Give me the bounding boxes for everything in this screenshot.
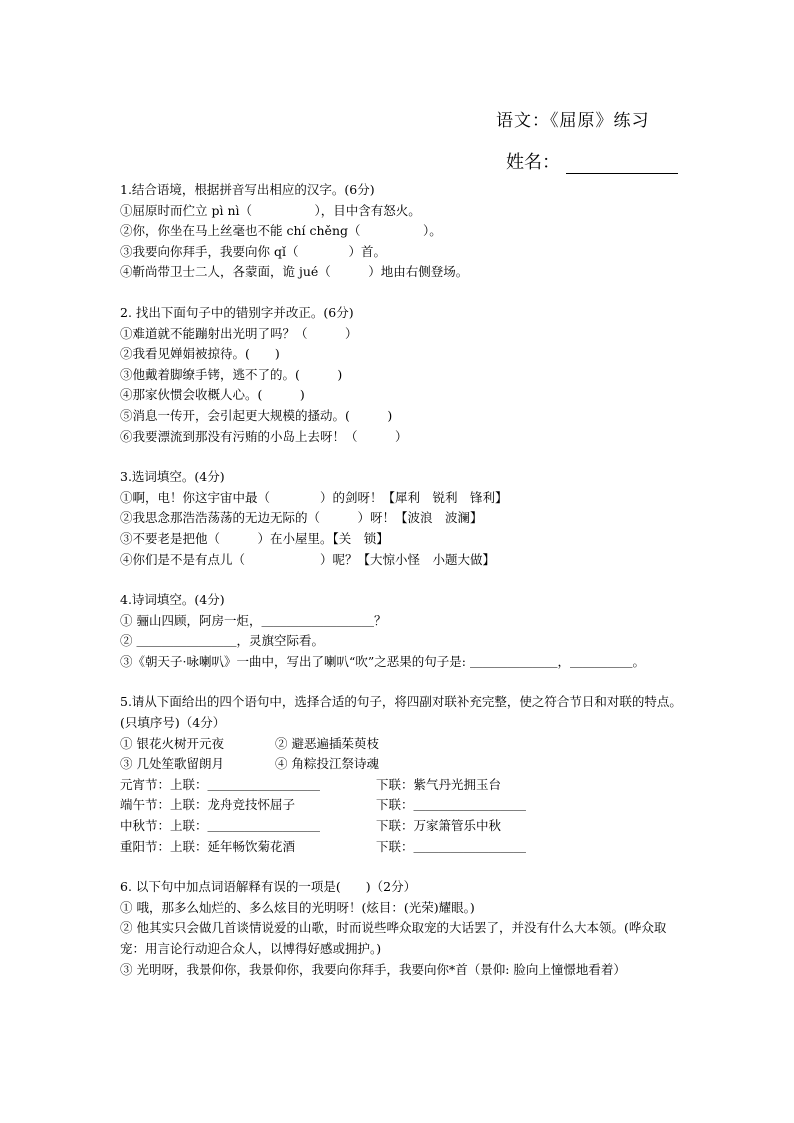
couplet-upper: 中秋节：上联：＿＿＿＿＿＿＿＿＿ (120, 818, 321, 834)
question-4 (120, 590, 690, 672)
name-field[interactable] (506, 148, 678, 174)
question-item: ② ＿＿＿＿＿＿＿＿，灵旗空际看。 (120, 633, 324, 649)
question-list (120, 180, 690, 980)
question-item: ⑤消息一传开，会引起更大规模的搔动。( ) (120, 407, 393, 423)
question-3 (120, 467, 690, 570)
option-list (120, 734, 690, 775)
question-heading: 2. 找出下面句子中的错别字并改正。(6分) (120, 304, 354, 320)
question-5 (120, 692, 690, 857)
option-item: ① 银花火树开元夜 (120, 735, 224, 751)
option-item: ③ 几处笙歌留朗月 (120, 756, 224, 772)
question-item: ①难道就不能蹦射出光明了吗？（ ） (120, 325, 358, 341)
couplet-lower: 下联：＿＿＿＿＿＿＿＿＿ (376, 797, 527, 813)
question-item: ①啊，电！你这宇宙中最（ ）的剑呀！【犀利 锐利 锋利】 (120, 489, 508, 505)
question-item: ③他戴着脚缭手铐，逃不了的。( ) (120, 366, 343, 382)
question-item: ①屈原时而伫立 pì nì（ ），目中含有怒火。 (120, 202, 421, 218)
question-2 (120, 303, 690, 447)
question-item: ① 骊山四顾，阿房一炬，＿＿＿＿＿＿＿＿＿？ (120, 612, 387, 628)
name-blank[interactable] (566, 155, 678, 174)
question-item: ① 哦，那多么灿烂的、多么炫目的光明呀！(炫目：(光荣)耀眼。) (120, 899, 475, 915)
document-title: 语文：《屈原》练习 (496, 111, 650, 131)
question-heading: 3.选词填空。(4分) (120, 469, 225, 485)
couplet-upper: 元宵节：上联：＿＿＿＿＿＿＿＿＿ (120, 776, 321, 792)
couplet-table (120, 775, 690, 857)
question-item: ②你，你坐在马上丝毫也不能 chí chěng（ ）。 (120, 223, 442, 239)
question-item: ③ 光明呀，我景仰你，我景仰你，我要向你拜手，我要向你*首（景仰: 脸向上憧憬地看着） (120, 961, 626, 977)
question-6 (120, 877, 690, 980)
name-label: 姓名： (506, 152, 560, 173)
question-item: ④你们是不是有点儿（ ）呢？【大惊小怪 小题大做】 (120, 551, 496, 567)
question-item: ③我要向你拜手，我要向你 qǐ（ ）首。 (120, 243, 386, 259)
option-item: ② 避恶遍插茱萸枝 (275, 735, 379, 751)
couplet-lower: 下联：紫气丹光拥玉台 (376, 776, 502, 792)
question-heading: 5.请从下面给出的四个语句中，选择合适的句子，将四副对联补充完整，使之符合节日和对联的特点。(只填序号)（4分） (120, 694, 682, 731)
question-item: ⑥我要漂流到那没有污贿的小岛上去呀！（ ） (120, 428, 408, 444)
question-item: ③《朝天子·咏喇叭》一曲中，写出了喇叭“吹”之恶果的句子是: ＿＿＿＿＿＿＿，＿＿＿＿＿。 (120, 653, 645, 669)
option-item: ④ 角粽投江祭诗魂 (275, 756, 379, 772)
question-heading: 6. 以下句中加点词语解释有误的一项是( )（2分） (120, 879, 417, 895)
couplet-upper: 端午节：上联：龙舟竞技怀屈子 (120, 797, 296, 813)
couplet-lower: 下联：万家箫管乐中秋 (376, 818, 502, 834)
question-heading: 1.结合语境，根据拼音写出相应的汉字。(6分) (120, 182, 375, 197)
question-item: ④那家伙惯会收概人心。( ) (120, 387, 305, 403)
question-1 (120, 180, 690, 283)
couplet-lower: 下联：＿＿＿＿＿＿＿＿＿ (376, 838, 527, 854)
question-heading: 4.诗词填空。(4分) (120, 592, 225, 608)
couplet-upper: 重阳节：上联：延年畅饮菊花酒 (120, 838, 296, 854)
question-item: ②我看见婵娟被掠待。( ) (120, 346, 280, 362)
question-item: ④靳尚带卫士二人，各蒙面，诡 jué（ ）地由右侧登场。 (120, 264, 469, 280)
question-item: ②我思念那浩浩荡荡的无边无际的（ ）呀！【波浪 波澜】 (120, 510, 483, 526)
question-item: ② 他其实只会做几首谈情说爱的山歌，时而说些哗众取宠的大话罢了，并没有什么大本领。(哗众取宠：用言论行动迎合众人，以博得好感或拥护。) (120, 920, 667, 956)
question-item: ③不要老是把他（ ）在小屋里。【关 锁】 (120, 530, 389, 546)
